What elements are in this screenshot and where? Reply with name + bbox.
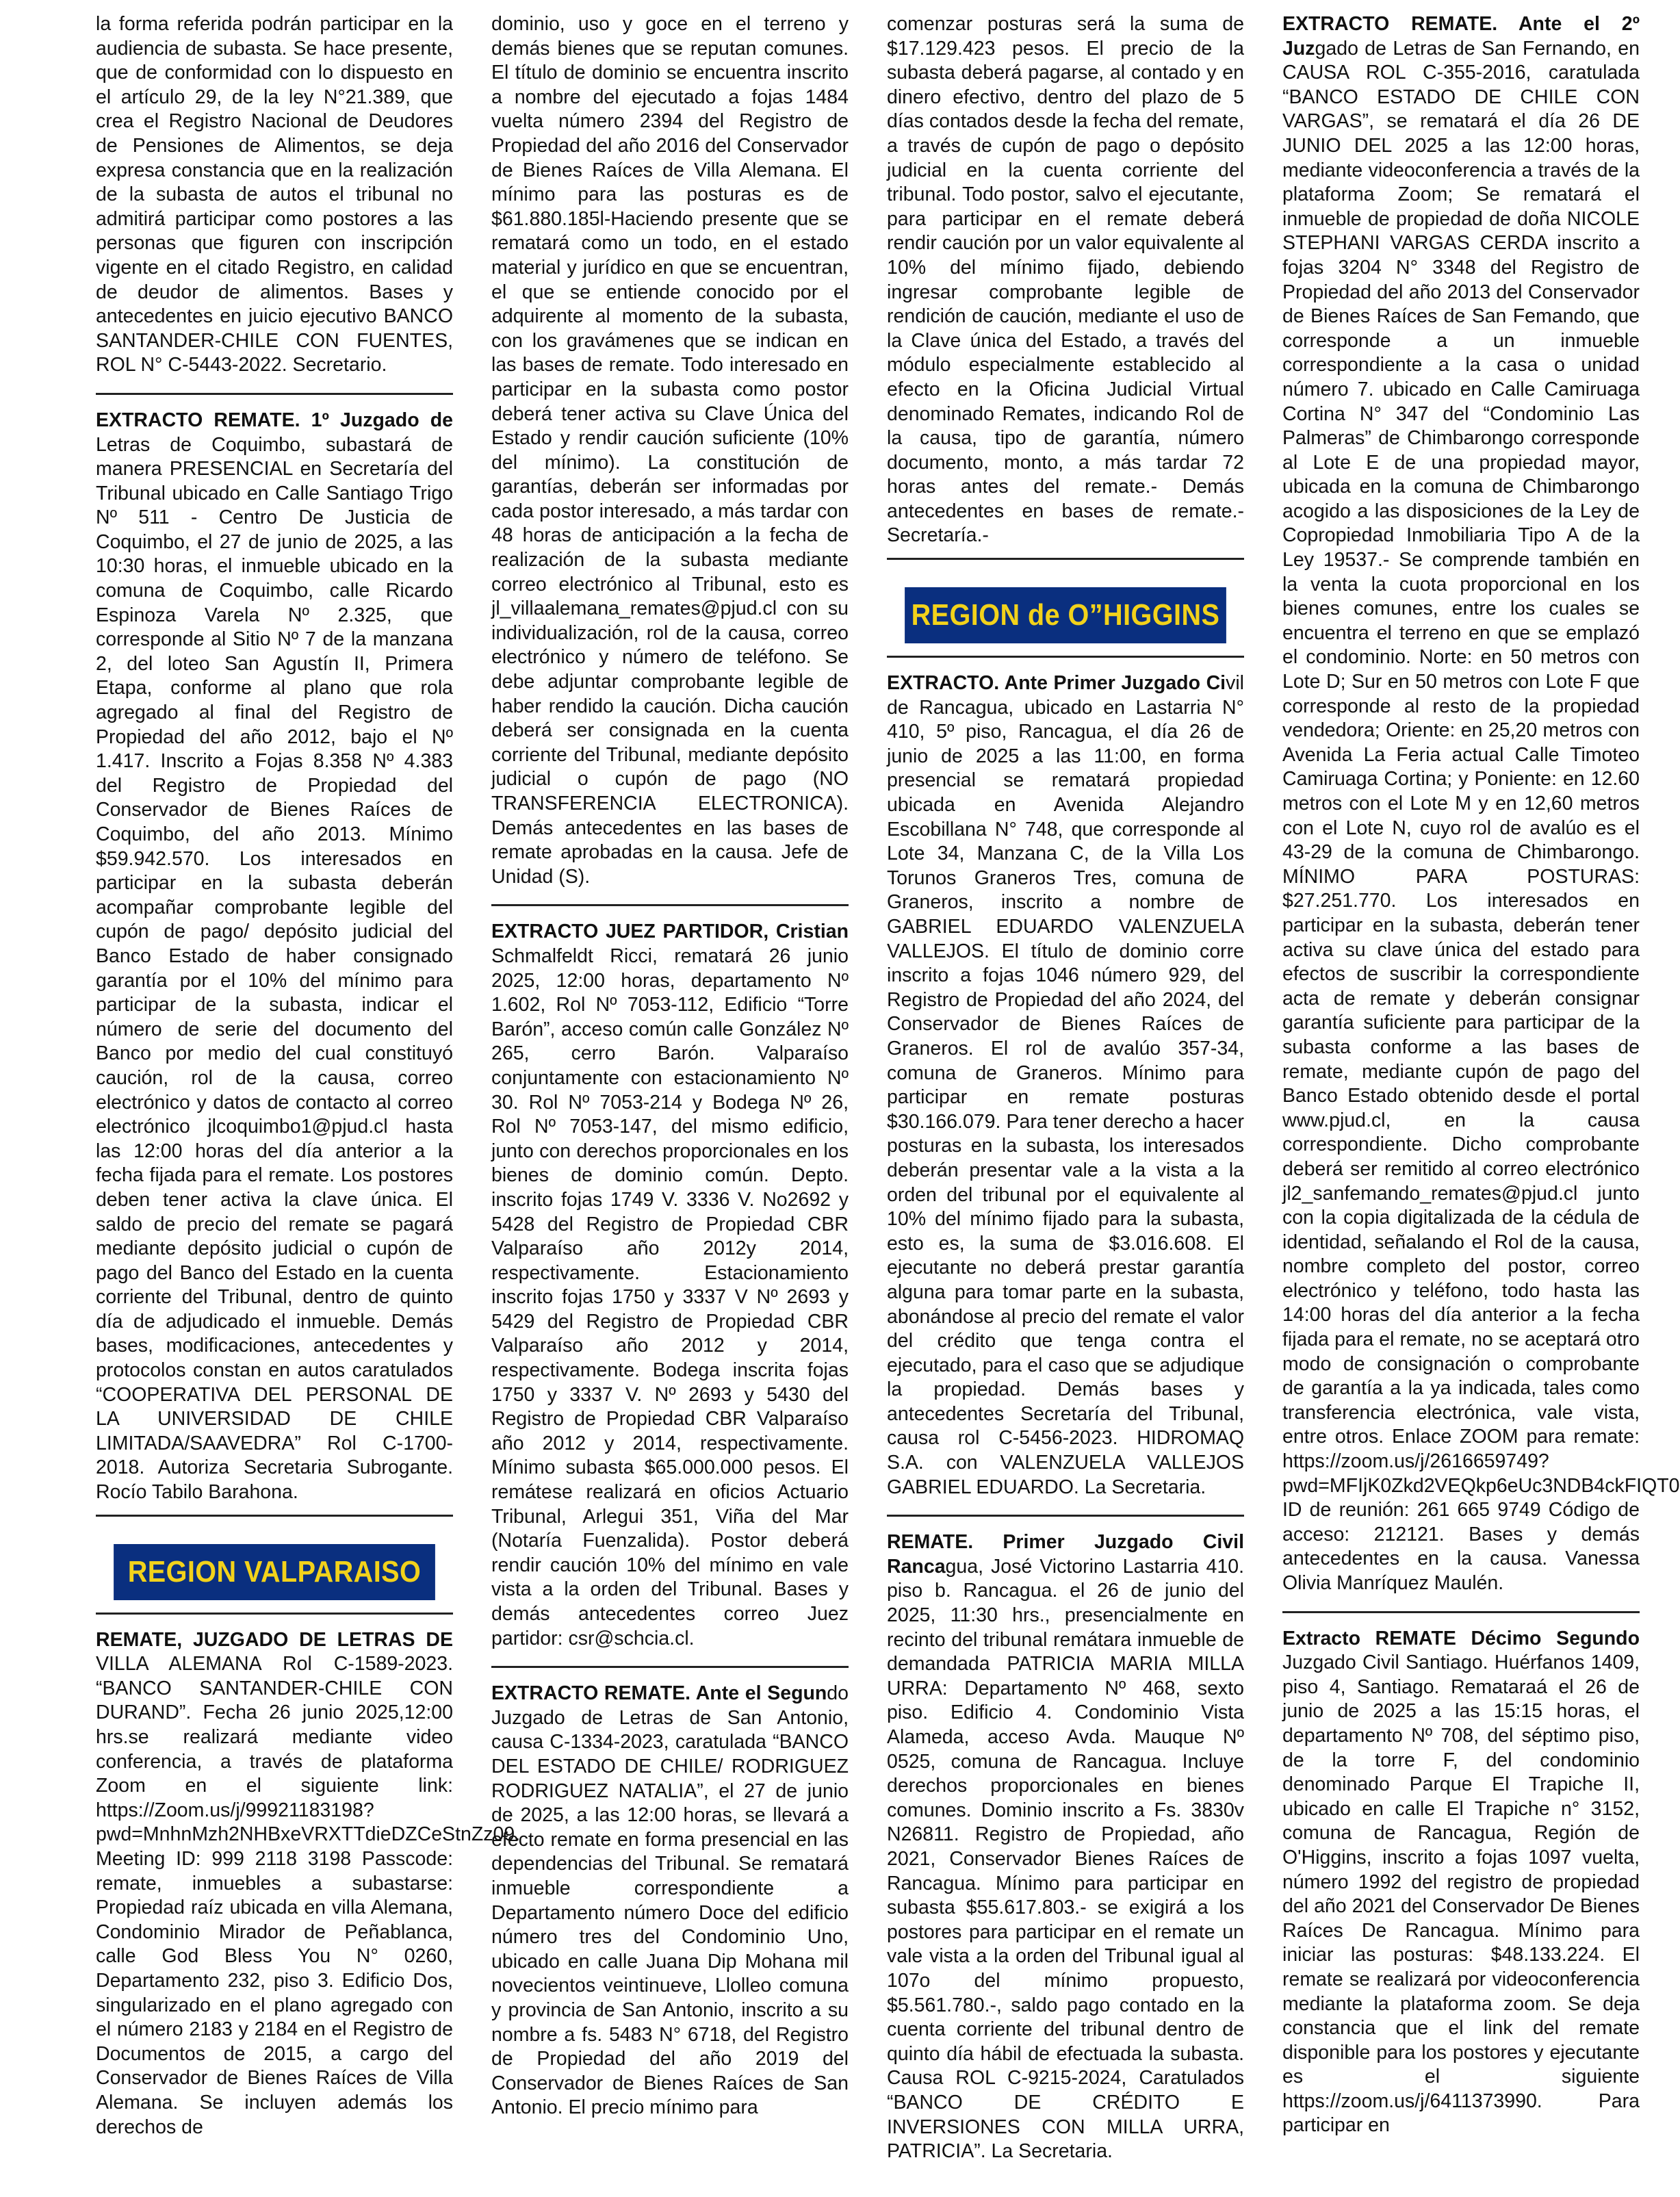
region-banner-ohiggins: REGION de O”HIGGINS xyxy=(905,587,1226,643)
notice-separator xyxy=(887,1515,1244,1517)
notice-separator xyxy=(1282,1611,1640,1613)
notice-separator xyxy=(491,904,849,906)
notice-graneros: EXTRACTO. Ante Primer Juzgado Civil de Rancagua, ubicado en Lastarria N° 410, 5º piso, Rancagua, el día 26 de junio de 2025 a las 11:00, en forma presencial se rematará propiedad ubicada en Avenida Alejandro Escobillana N° 748, que corresponde al Lote 34, Manzana C, de la Villa Los Torunos Graneros Tres, comuna de Graneros, inscrito a nombre de GABRIEL EDUARDO VALENZUELA VALLEJOS. El título de dominio corre inscrito a fojas 1046 número 929, del Registro de Propiedad del año 2024, del Conservador de Bienes Raíces de Graneros. El rol de avalúo 357-34, comuna de Graneros. Mínimo para participar en remate posturas $30.166.079. Para tener derecho a hacer posturas en la subasta, los interesados deberán presentar vale a la vista a la orden del tribunal por el equivalente al 10% del mínimo fijado para la subasta, esto es, la suma de $3.016.608. El ejecutante no deberá prestar garantía alguna para tomar parte en la subasta, abonándose al precio del remate el valor del crédito que tenga contra el ejecutado, para el caso que se adjudique la propiedad. Demás bases y antecedentes Secretaría del Tribunal, causa rol C-5456-2023. HIDROMAQ S.A. con VALENZUELA VALLEJOS GABRIEL EDUARDO. La Secretaria. xyxy=(887,672,1244,1498)
notice-separator xyxy=(96,1613,453,1615)
notice-juez-partidor: EXTRACTO JUEZ PARTIDOR, Cristian Schmalfeldt Ricci, rematará 26 junio 2025, 12:00 horas, departamento Nº 1.602, Rol Nº 7053-112, Edificio “Torre Barón”, acceso común calle González Nº 265, cerro Barón. Valparaíso conjuntamente con estacionamiento Nº 30. Rol Nº 7053-214 y Bodega Nº 26, Rol Nº 7053-147, del mismo edificio, junto con derechos proporcionales en los bienes de dominio común. Depto. inscrito fojas 1749 V. 3336 V. No2692 y 5428 del Registro de Propiedad CBR Valparaíso año 2012y 2014, respectivamente. Estacionamiento inscrito fojas 1750 y 3337 V Nº 2693 y 5429 del Registro de Propiedad CBR Valparaíso año 2012 y 2014, respectivamente. Bodega inscrita fojas 1750 y 3337 V. Nº 2693 y 5430 del Registro de Propiedad CBR Valparaíso año 2012 y 2014, respectivamente. Mínimo subasta $65.000.000 pesos. El remátese realizará en oficios Actuario Tribunal, Arlegui 351, Viña del Mar (Notaría Fuenzalida). Postor deberá rendir caución 10% del mínimo en vale vista a la orden del Tribunal. Bases y demás antecedentes correo Juez partidor: csr@schcia.cl. xyxy=(491,921,849,1649)
region-banner-wrap xyxy=(96,1515,453,1600)
notice-col1-continued: la forma referida podrán participar en la audiencia de subasta. Se hace presente, que de conformidad con lo dispuesto en el artículo 29, de la ley N°21.389, que crea el Registro Nacional de Deudores de Pensiones de Alimentos, se deja expresa constancia que en la realización de la subasta de autos el tribunal no admitirá participar como postores a las personas que figuren con inscripción vigente en el citado Registro, en calidad de deudor de alimentos. Bases y antecedentes en juicio ejecutivo BANCO SANTANDER-CHILE CON FUENTES, ROL N° C-5443-2022. Secretario. xyxy=(96,13,453,376)
region-banner-wrap xyxy=(887,558,1244,643)
notice-heading: REMATE, JUZGADO DE LETRAS DE xyxy=(96,1628,453,1651)
notice-heading: REMATE. Primer Juzgado Civil Ranca xyxy=(887,1531,1244,1578)
notice-separator xyxy=(491,1666,849,1668)
column-2 xyxy=(491,12,849,2197)
notice-heading: EXTRACTO REMATE. Ante el 2º Juz xyxy=(1282,13,1640,60)
column-1 xyxy=(96,12,521,2197)
notice-coquimbo: EXTRACTO REMATE. 1º Juzgado de Letras de Coquimbo, subastará de manera PRESENCIAL en Secretaría del Tribunal ubicado en Calle Santiago Trigo Nº 511 - Centro De Justicia de Coquimbo, el 27 de junio de 2025, a las 10:30 horas, el inmueble ubicado en la comuna de Coquimbo, calle Ricardo Espinoza Varela Nº 2.325, que corresponde al Sitio Nº 7 de la manzana 2, del loteo San Agustín II, Primera Etapa, conforme al plano que rola agregado al final del Registro de Propiedad del año 2012, bajo el Nº 1.417. Inscrito a Fojas 8.358 Nº 4.383 del Registro de Propiedad del Conservador de Bienes Raíces de Coquimbo, del año 2013. Mínimo $59.942.570. Los interesados en participar en la subasta deberán acompañar comprobante legible del cupón de pago/ depósito judicial del Banco Estado de haber consignado garantía por el 10% del mínimo para participar de la subasta, indicar el número de serie del documento del Banco por medio del cual constituyó caución, rol de la causa, correo electrónico y datos de contacto al correo electrónico jlcoquimbo1@pjud.cl hasta las 12:00 horas del día anterior a la fecha fijada para el remate. Los postores deben tener activa la clave única. El saldo de precio del remate se pagará mediante depósito judicial o cupón de pago del Banco del Estado en la cuenta corriente del Tribunal, dentro de quinto día de adjudicado el inmueble. Demás bases, modificaciones, antecedentes y protocolos constan en autos caratulados “COOPERATIVA DEL PERSONAL DE LA UNIVERSIDAD DE CHILE LIMITADA/SAAVEDRA” Rol C-1700-2018. Autoriza Secretaria Subrogante. Rocío Tabilo Barahona. xyxy=(96,409,453,1504)
notice-heading: Extracto REMATE Décimo Segundo xyxy=(1282,1627,1640,1649)
notice-separator xyxy=(887,656,1244,658)
notice-heading: EXTRACTO. Ante Primer Juzgado Ci xyxy=(887,672,1226,695)
notice-san-fernando: EXTRACTO REMATE. Ante el 2º Juzgado de Letras de San Fernando, en CAUSA ROL C-355-2016, caratulada “BANCO ESTADO DE CHILE CON VARGAS”, se rematará el día 26 DE JUNIO DEL 2025 a las 12:00 horas, mediante videoconferencia a través de la plataforma Zoom; Se rematará el inmueble de propiedad de doña NICOLE STEPHANI VARGAS CERDA inscrito a fojas 3204 N° 3348 del Registro de Propiedad del año 2013 del Conservador de Bienes Raíces de San Femando, que corresponde a un inmueble correspondiente a la casa o unidad número 7. ubicado en Calle Camiruaga Cortina N° 347 del “Condominio Las Palmeras” de Chimbarongo corresponde al Lote E de una propiedad mayor, ubicada en la comuna de Chimbarongo acogido a las disposiciones de la Ley de Copropiedad Inmobiliaria Tipo A de la Ley 19537.- Se comprende también en la venta la cuota proporcional en los bienes comunes, entre los cuales se encuentra el terreno en que se emplazó el condominio. Norte: en 50 metros con Lote D; Sur en 50 metros con Lote F que corresponde al resto de la propiedad vendedora; Oriente: en 25,20 metros con Avenida La Feria actual Calle Timoteo Camiruaga Cortina; y Poniente: en 12.60 metros con el Lote M y en 12,60 metros con el Lote N, cuyo rol de avalúo es el 43-29 de la comuna de Chimbarongo. MÍNIMO PARA POSTURAS: $27.251.770. Los interesados en participar en la subasta, deberán tener activa su clave única del estado para efectos de suscribir la correspondiente acta de remate y deberán consignar garantía suficiente para participar de la subasta conforme a las bases de remate, mediante cupón de pago del Banco Estado obtenido desde el portal www.pjud.cl, en la causa correspondiente. Dicho comprobante deberá ser remitido al correo electrónico jl2_sanfemando_remates@pjud.cl junto con la copia digitalizada de la cédula de identidad, señalando el Rol de la causa, nombre completo del postor, correo electrónico y teléfono, todo hasta las 14:00 horas del día anterior a la fecha fijada para el remate, no se aceptará otro modo de consignación o comprobante de garantía a la ya indicada, tales como transferencia electrónica, vale vista, entre otros. Enlace ZOOM para remate: https://zoom.us/j/2616659749?pwd=MFIjK0Zkd2VEQkp6eUc3NDB4ckFIQT0 ID de reunión: 261 665 9749 Código de acceso: 212121. Bases y demás antecedentes en la causa. Vanessa Olivia Manríquez Maulén. xyxy=(1282,13,1680,1594)
notice-col3-continued: comenzar posturas será la suma de $17.129.423 pesos. El precio de la subasta deberá pagarse, al contado y en dinero efectivo, dentro del plazo de 5 días contados desde la fecha del remate, a través de cupón de pago o depósito judicial en la cuenta corriente del tribunal. Todo postor, salvo el ejecutante, para participar en el remate deberá rendir caución por un valor equivalente al 10% del mínimo fijado, debiendo ingresar comprobante legible de rendición de caución, mediante el uso de la Clave única del Estado, a través del módulo especialmente establecido al efecto en la Oficina Judicial Virtual denominado Remates, indicando Rol de la causa, tipo de garantía, número documento, monto, a más tardar 72 horas antes del remate.- Demás antecedentes en bases de remate.- Secretaría.- xyxy=(887,13,1244,547)
notice-col2-continued: dominio, uso y goce en el terreno y demás bienes que se reputan comunes. El título de dominio se encuentra inscrito a nombre del ejecutado a fojas 1484 vuelta número 2394 del Registro de Propiedad del año 2016 del Conservador de Bienes Raíces de Villa Alemana. El mínimo para las posturas es de $61.880.185l-Haciendo presente que se rematará como un todo, en el estado material y jurídico en que se encuentran, el que se entiende conocido por el adquirente al momento de la subasta, con los gravámenes que se indican en las bases de remate. Todo interesado en participar en la subasta como postor deberá tener activa su Clave Única del Estado y rendir caución suficiente (10% del mínimo). La constitución de garantías, deberán ser informadas por cada postor interesado, a más tardar con 48 horas de anticipación a la fecha de realización de la subasta mediante correo electrónico al Tribunal, esto es jl_villaalemana_remates@pjud.cl con su individualización, rol de la causa, correo electrónico y número de teléfono. Se debe adjuntar comprobante legible de haber rendido la caución. Dicha caución deberá ser consignada en la cuenta corriente del Tribunal, mediante depósito judicial o cupón de pago (NO TRANSFERENCIA ELECTRONICA). Demás antecedentes en las bases de remate aprobadas en la causa. Jefe de Unidad (S). xyxy=(491,13,849,888)
column-3 xyxy=(887,12,1244,2197)
notice-heading: EXTRACTO REMATE. 1º Juzgado de xyxy=(96,409,453,431)
notice-separator xyxy=(96,393,453,395)
region-banner-valparaiso: REGION VALPARAISO xyxy=(114,1544,435,1600)
notice-san-antonio: EXTRACTO REMATE. Ante el Segundo Juzgado de Letras de San Antonio, causa C-1334-2023, caratulada “BANCO DEL ESTADO DE CHILE/ RODRIGUEZ RODRIGUEZ NATALIA”, el 27 de junio de 2025, a las 12:00 horas, se llevará a efecto remate en forma presencial en las dependencias del Tribunal. Se rematará inmueble correspondiente a Departamento número Doce del edificio número tres del Condominio Uno, ubicado en calle Juana Dip Mohana mil novecientos veintinueve, Llolleo comuna y provincia de San Antonio, inscrito a su nombre a fs. 5483 N° 6718, del Registro de Propiedad del año 2019 del Conservador de Bienes Raíces de San Antonio. El precio mínimo para xyxy=(491,1682,849,2119)
notice-heading: EXTRACTO REMATE. Ante el Segun xyxy=(491,1682,827,1705)
notice-heading: EXTRACTO JUEZ PARTIDOR, Cristian xyxy=(491,921,849,943)
column-4 xyxy=(1282,12,1680,2197)
notice-santiago: Extracto REMATE Décimo Segundo Juzgado Civil Santiago. Huérfanos 1409, piso 4, Santiago. Remataraá el 26 de junio de 2025 a las 15:15 horas, el departamento Nº 708, del séptimo piso, de la torre F, del condominio denominado Parque El Trapiche II, ubicado en calle El Trapiche n° 3152, comuna de Rancagua, Región de O'Higgins, inscrito a fojas 1097 vuelta, número 1992 del registro de propiedad del año 2021 del Conservador De Bienes Raíces De Rancagua. Mínimo para iniciar las posturas: $48.133.224. El remate se realizará por videoconferencia mediante la plataforma zoom. Se deja constancia que el link del remate disponible para los postores y ejecutante es el siguiente https://zoom.us/j/6411373990. Para participar en xyxy=(1282,1627,1640,2137)
notice-rancagua: REMATE. Primer Juzgado Civil Rancagua, José Victorino Lastarria 410. piso b. Rancagua. el 26 de junio del 2025, 11:30 hrs., presencialmente en recinto del tribunal remátara inmueble de demandada PATRICIA MARIA MILLA URRA: Departamento Nº 468, sexto piso. Edificio 4. Condominio Vista Alameda, acceso Avda. Mauque Nº 0525, comuna de Rancagua. Incluye derechos proporcionales en bienes comunes. Dominio inscrito a Fs. 3830v N26811. Registro de Propiedad, año 2021, Conservador Bienes Raíces de Rancagua. Mínimo para participar en subasta $55.617.803.- se exigirá a los postores para participar en el remate un vale vista a la orden del Tribunal igual al 107o del mínimo propuesto, $5.561.780.-, saldo pago contado en la cuenta corriente del tribunal dentro de quinto día hábil de efectuada la subasta. Causa ROL C-9215-2024, Caratulados “BANCO DE CRÉDITO E INVERSIONES CON MILLA URRA, PATRICIA”. La Secretaria. xyxy=(887,1531,1244,2163)
notice-villa-alemana: REMATE, JUZGADO DE LETRAS DE VILLA ALEMANA Rol C-1589-2023. “BANCO SANTANDER-CHILE CON DURAND”. Fecha 26 junio 2025,12:00 hrs.se realizará mediante video conferencia, a través de plataforma Zoom en el siguiente link: https://Zoom.us/j/99921183198?pwd=MnhnMzh2NHBxeVRXTTdieDZCeStnZz09. Meeting ID: 999 2118 3198 Passcode: remate, inmuebles a subastarse: Propiedad raíz ubicada en villa Alemana, Condominio Mirador de Peñablanca, calle God Bless You N° 0260, Departamento 232, piso 3. Edificio Dos, singularizado en el plano agregado con el número 2183 y 2184 en el Registro de Documentos de 2015, a cargo del Conservador de Bienes Raíces de Villa Alemana. Se incluyen además los derechos de xyxy=(96,1628,521,2138)
